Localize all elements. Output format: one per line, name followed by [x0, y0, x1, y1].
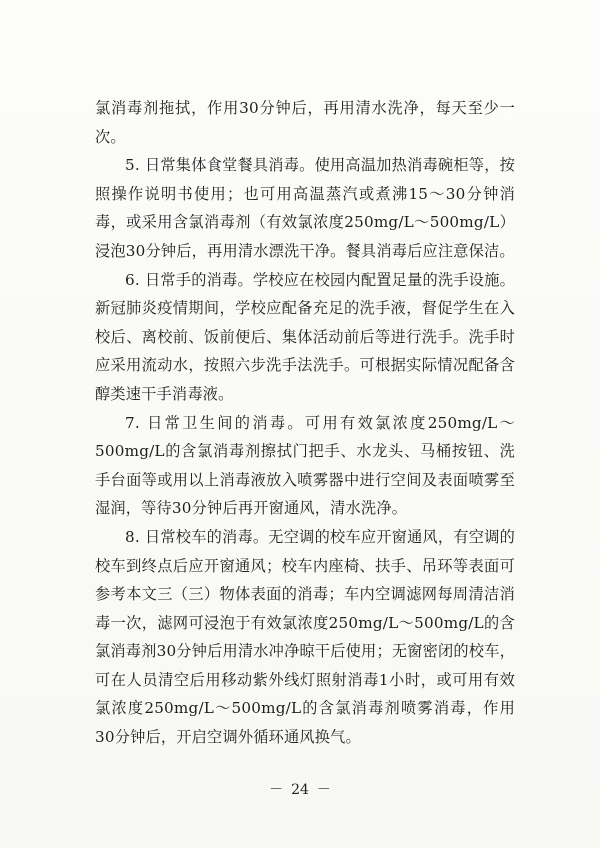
- paragraph-continuation: 氯消毒剂拖拭，作用30分钟后，再用清水洗净，每天至少一次。: [95, 99, 515, 146]
- body-text: [95, 94, 515, 752]
- paragraph-tableware-disinfection: 5. 日常集体食堂餐具消毒。使用高温加热消毒碗柜等，按照操作说明书使用；也可用高温蒸汽或煮沸15～30分钟消毒，或采用含氯消毒剂（有效氯浓度250mg/L～500mg/L）浸泡30分钟后，再用清水漂洗干净。餐具消毒后应注意保洁。: [95, 156, 515, 260]
- paragraph-restroom-disinfection: 7. 日常卫生间的消毒。可用有效氯浓度250mg/L～500mg/L的含氯消毒剂擦拭门把手、水龙头、马桶按钮、洗手台面等或用以上消毒液放入喷雾器中进行空间及表面喷雾至湿润，等待30分钟后再开窗通风，清水洗净。: [95, 413, 515, 518]
- page-number-dash-left: －: [269, 782, 284, 798]
- page-number: [0, 779, 600, 799]
- page-number-dash-right: －: [316, 782, 331, 798]
- paragraph-hand-disinfection: 6. 日常手的消毒。学校应在校园内配置足量的洗手设施。新冠肺炎疫情期间，学校应配备充足的洗手液，督促学生在入校后、离校前、饭前便后、集体活动前后等进行洗手。洗手时应采用流动水，按照六步洗手法洗手。可根据实际情况配备含醇类速干手消毒液。: [95, 270, 515, 403]
- page-number-value: 24: [291, 782, 309, 798]
- paragraph-school-bus-disinfection: 8. 日常校车的消毒。无空调的校车应开窗通风，有空调的校车到终点后应开窗通风；校车内座椅、扶手、吊环等表面可参考本文三（三）物体表面的消毒；车内空调滤网每周清洁消毒一次，滤网可浸泡于有效氯浓度250mg/L～500mg/L的含氯消毒剂30分钟后用清水冲净晾干后使用；无窗密闭的校车，可在人员清空后用移动紫外线灯照射消毒1小时，或可用有效氯浓度250mg/L～500mg/L的含氯消毒剂喷雾消毒，作用30分钟后，开启空调外循环通风换气。: [95, 527, 515, 747]
